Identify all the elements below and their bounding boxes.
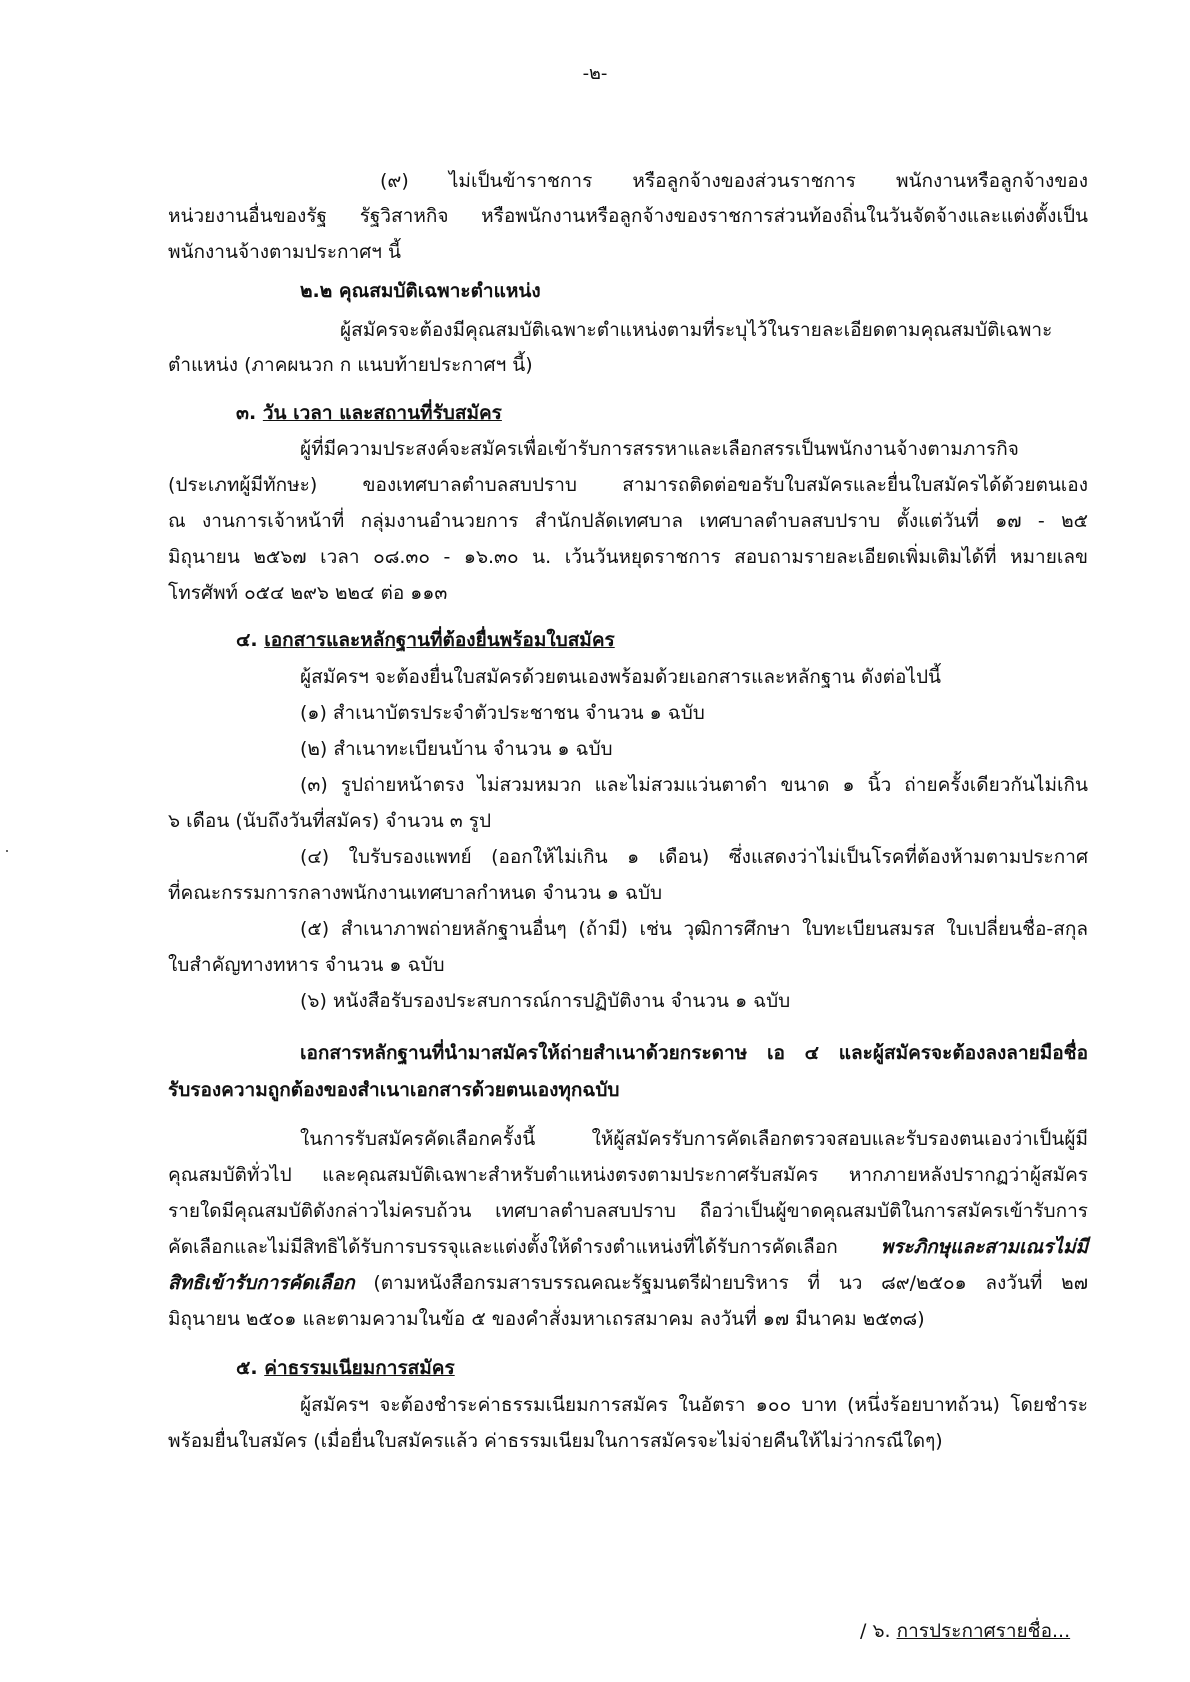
- section-4-title: เอกสารและหลักฐานที่ต้องยื่นพร้อมใบสมัคร: [264, 629, 615, 651]
- document-item-6: (๖) หนังสือรับรองประสบการณ์การปฏิบัติงาน จำนวน ๑ ฉบับ: [300, 990, 791, 1012]
- section-4-heading: [236, 625, 615, 655]
- section-2-2-heading: ๒.๒ คุณสมบัติเฉพาะตำแหน่ง: [300, 280, 541, 302]
- document-item-5-line-2: ใบสำคัญทางทหาร จำนวน ๑ ฉบับ: [168, 954, 445, 976]
- document-item-3-line-2: ๖ เดือน (นับถึงวันที่สมัคร) จำนวน ๓ รูป: [168, 810, 492, 832]
- para-9-line-1: (๙) ไม่เป็นข้าราชการ หรือลูกจ้างของส่วนราชการ พนักงานหรือลูกจ้างของ: [380, 170, 1088, 192]
- eligibility-line-4-text: คัดเลือกและไม่มีสิทธิได้รับการบรรจุและแต่งตั้งให้ดำรงตำแหน่งที่ได้รับการคัดเลือก: [168, 1236, 838, 1258]
- eligibility-line-1: ในการรับสมัครคัดเลือกครั้งนี้ ให้ผู้สมัครรับการคัดเลือกตรวจสอบและรับรองตนเองว่าเป็นผู้มี: [300, 1128, 1088, 1150]
- section-3-number: ๓.: [236, 402, 257, 424]
- continuation-prefix: / ๖.: [860, 1620, 891, 1642]
- section-4-number: ๔.: [236, 629, 258, 651]
- page-continuation: [860, 1616, 1070, 1646]
- section-3-line-4: มิถุนายน ๒๕๖๗ เวลา ๐๘.๓๐ - ๑๖.๓๐ น. เว้นวันหยุดราชการ สอบถามรายละเอียดเพิ่มเติมได้ที่ หมายเลข: [168, 546, 1088, 568]
- section-5-number: ๕.: [236, 1357, 258, 1379]
- eligibility-line-2: คุณสมบัติทั่วไป และคุณสมบัติเฉพาะสำหรับตำแหน่งตรงตามประกาศรับสมัคร หากภายหลังปรากฏว่าผู้สมัคร: [168, 1164, 1088, 1186]
- monk-exclusion-start: พระภิกษุและสามเณรไม่มี: [880, 1236, 1088, 1258]
- copy-notice-line-2: รับรองความถูกต้องของสำเนาเอกสารด้วยตนเองทุกฉบับ: [168, 1079, 620, 1101]
- section-5-title: ค่าธรรมเนียมการสมัคร: [264, 1357, 455, 1379]
- monk-exclusion-end: สิทธิเข้ารับการคัดเลือก: [168, 1272, 355, 1294]
- section-5-line-2: พร้อมยื่นใบสมัคร (เมื่อยื่นใบสมัครแล้ว ค่าธรรมเนียมในการสมัครจะไม่จ่ายคืนให้ไม่ว่ากรณีใดๆ): [168, 1430, 943, 1452]
- section-5-heading: [236, 1353, 455, 1383]
- document-item-4-line-2: ที่คณะกรรมการกลางพนักงานเทศบาลกำหนด จำนวน ๑ ฉบับ: [168, 882, 663, 904]
- section-3-line-1: ผู้ที่มีความประสงค์จะสมัครเพื่อเข้ารับการสรรหาและเลือกสรรเป็นพนักงานจ้างตามภารกิจ: [300, 438, 1019, 460]
- section-2-2-line-2: ตำแหน่ง (ภาคผนวก ก แนบท้ายประกาศฯ นี้): [168, 354, 533, 376]
- eligibility-line-5-text: (ตามหนังสือกรมสารบรรณคณะรัฐมนตรีฝ่ายบริหาร ที่ นว ๘๙/๒๕๐๑ ลงวันที่ ๒๗: [373, 1272, 1088, 1294]
- section-2-2-line-1: ผู้สมัครจะต้องมีคุณสมบัติเฉพาะตำแหน่งตามที่ระบุไว้ในรายละเอียดตามคุณสมบัติเฉพาะ: [340, 319, 1053, 341]
- section-5-line-1: ผู้สมัครฯ จะต้องชำระค่าธรรมเนียมการสมัคร ในอัตรา ๑๐๐ บาท (หนึ่งร้อยบาทถ้วน) โดยชำระ: [300, 1394, 1088, 1416]
- section-3-title: วัน เวลา และสถานที่รับสมัคร: [262, 402, 502, 424]
- eligibility-line-3: รายใดมีคุณสมบัติดังกล่าวไม่ครบถ้วน เทศบาลตำบลสบปราบ ถือว่าเป็นผู้ขาดคุณสมบัติในการสมัครเข้ารับการ: [168, 1200, 1088, 1222]
- eligibility-line-4: [168, 1232, 1088, 1262]
- eligibility-line-5: [168, 1268, 1088, 1298]
- copy-notice-line-1: เอกสารหลักฐานที่นำมาสมัครให้ถ่ายสำเนาด้วยกระดาษ เอ ๔ และผู้สมัครจะต้องลงลายมือชื่อ: [300, 1042, 1088, 1064]
- scan-speck: [6, 850, 8, 852]
- para-9-line-2: หน่วยงานอื่นของรัฐ รัฐวิสาหกิจ หรือพนักงานหรือลูกจ้างของราชการส่วนท้องถิ่นในวันจัดจ้างและแต่งตั้งเป็น: [168, 205, 1088, 227]
- continuation-text: การประกาศรายชื่อ...: [896, 1620, 1071, 1642]
- section-3-line-5: โทรศัพท์ ๐๕๔ ๒๙๖ ๒๒๔ ต่อ ๑๑๓: [168, 582, 448, 604]
- page-number: -๒-: [582, 63, 608, 84]
- section-3-heading: [236, 398, 502, 428]
- section-3-line-3: ณ งานการเจ้าหน้าที่ กลุ่มงานอำนวยการ สำนักปลัดเทศบาล เทศบาลตำบลสบปราบ ตั้งแต่วันที่ ๑๗ - ๒๕: [168, 510, 1088, 532]
- document-item-5-line-1: (๕) สำเนาภาพถ่ายหลักฐานอื่นๆ (ถ้ามี) เช่น วุฒิการศึกษา ใบทะเบียนสมรส ใบเปลี่ยนชื่อ-สกุล: [300, 918, 1088, 940]
- document-item-3-line-1: (๓) รูปถ่ายหน้าตรง ไม่สวมหมวก และไม่สวมแว่นตาดำ ขนาด ๑ นิ้ว ถ่ายครั้งเดียวกันไม่เกิน: [300, 774, 1088, 796]
- document-item-1: (๑) สำเนาบัตรประจำตัวประชาชน จำนวน ๑ ฉบับ: [300, 702, 705, 724]
- document-item-2: (๒) สำเนาทะเบียนบ้าน จำนวน ๑ ฉบับ: [300, 738, 613, 760]
- section-4-intro: ผู้สมัครฯ จะต้องยื่นใบสมัครด้วยตนเองพร้อมด้วยเอกสารและหลักฐาน ดังต่อไปนี้: [300, 666, 941, 688]
- para-9-line-3: พนักงานจ้างตามประกาศฯ นี้: [168, 241, 401, 263]
- document-item-4-line-1: (๔) ใบรับรองแพทย์ (ออกให้ไม่เกิน ๑ เดือน) ซึ่งแสดงว่าไม่เป็นโรคที่ต้องห้ามตามประกาศ: [300, 846, 1088, 868]
- section-3-line-2: (ประเภทผู้มีทักษะ) ของเทศบาลตำบลสบปราบ สามารถติดต่อขอรับใบสมัครและยื่นใบสมัครได้ด้วยตนเอง: [168, 474, 1088, 496]
- eligibility-line-6: มิถุนายน ๒๕๐๑ และตามความในข้อ ๕ ของคำสั่งมหาเถรสมาคม ลงวันที่ ๑๗ มีนาคม ๒๕๓๘): [168, 1308, 925, 1330]
